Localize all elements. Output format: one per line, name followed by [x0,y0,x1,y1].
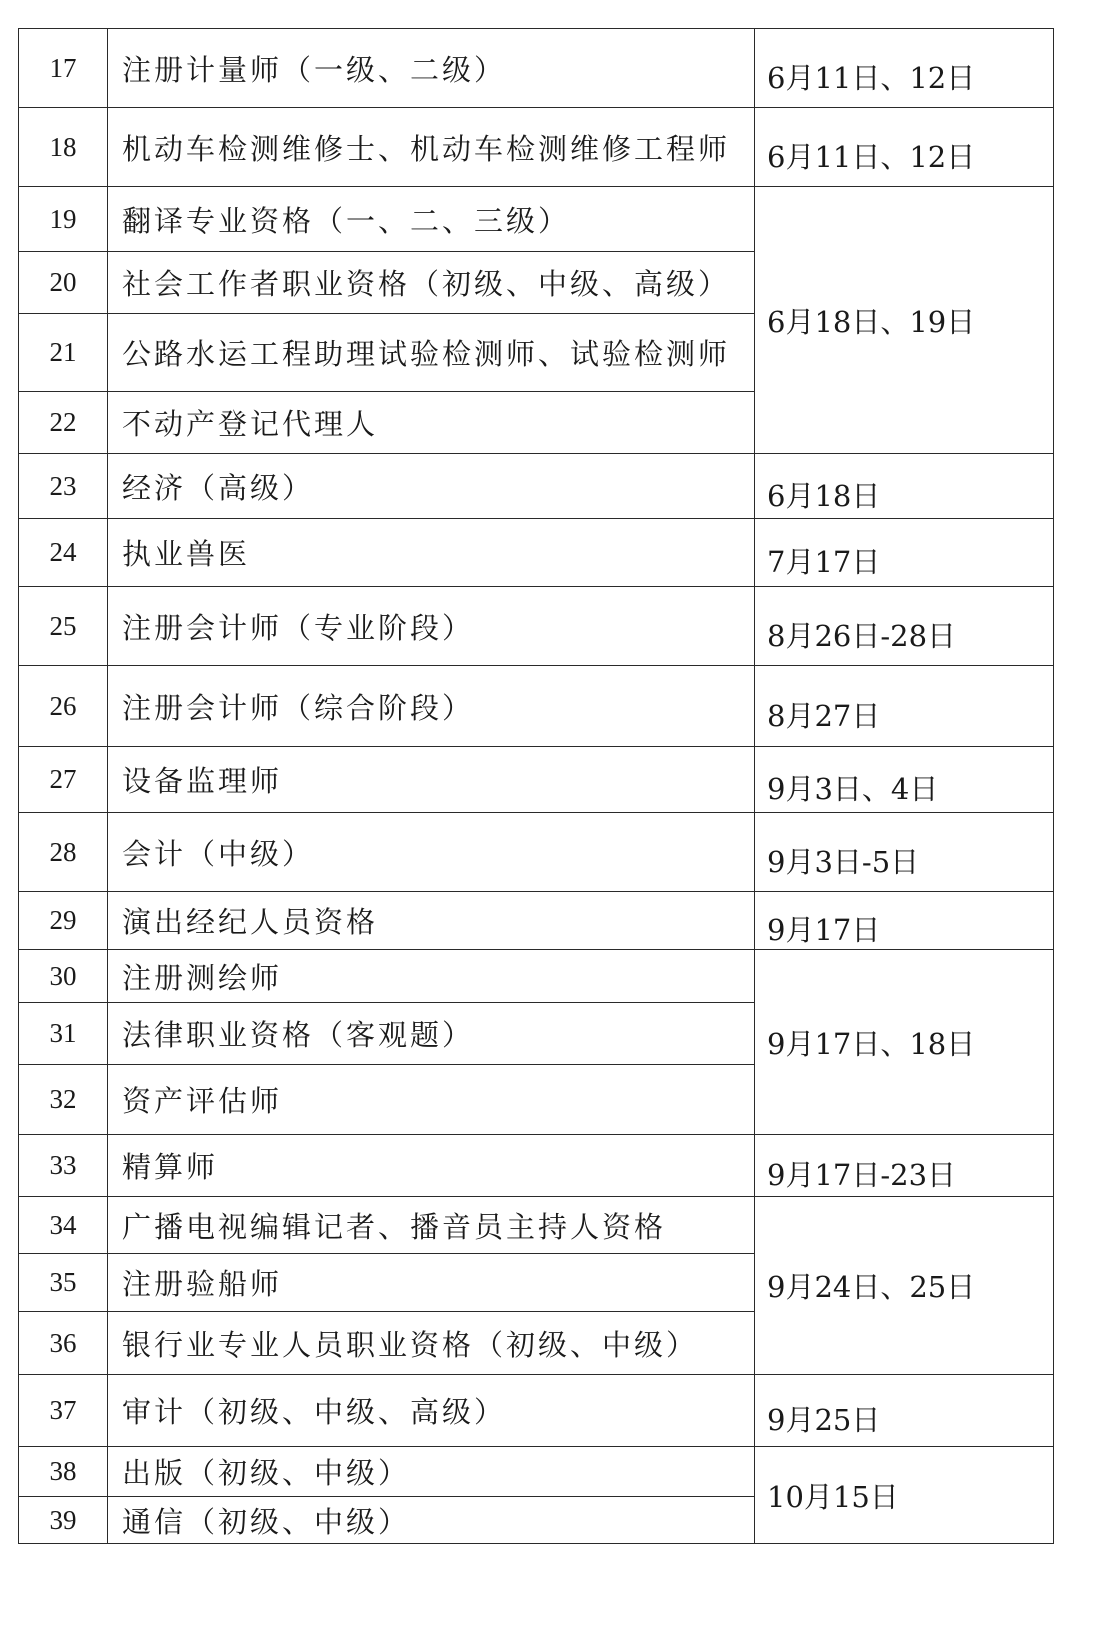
exam-date: 9月3日、4日 [755,747,1054,813]
exam-name: 审计（初级、中级、高级） [108,1375,755,1447]
exam-name: 法律职业资格（客观题） [108,1003,755,1065]
row-number: 35 [19,1254,108,1312]
row-number: 28 [19,813,108,892]
exam-date: 8月27日 [755,666,1054,747]
exam-name: 注册计量师（一级、二级） [108,29,755,108]
table-row [19,813,1054,892]
row-number: 38 [19,1447,108,1497]
row-number: 21 [19,314,108,392]
table-row [19,666,1054,747]
row-number: 30 [19,950,108,1003]
row-number: 23 [19,454,108,519]
row-number: 34 [19,1197,108,1254]
exam-name: 会计（中级） [108,813,755,892]
row-number: 26 [19,666,108,747]
table-row [19,747,1054,813]
exam-date: 9月25日 [755,1375,1054,1447]
row-number: 24 [19,519,108,587]
row-number: 17 [19,29,108,108]
exam-date: 6月18日、19日 [755,187,1054,454]
exam-name: 演出经纪人员资格 [108,892,755,950]
table-row [19,519,1054,587]
exam-name: 资产评估师 [108,1065,755,1135]
exam-name: 通信（初级、中级） [108,1497,755,1544]
row-number: 37 [19,1375,108,1447]
row-number: 31 [19,1003,108,1065]
exam-date: 9月17日、18日 [755,950,1054,1135]
table-row [19,1135,1054,1197]
exam-name: 社会工作者职业资格（初级、中级、高级） [108,252,755,314]
table-row [19,1375,1054,1447]
exam-date: 9月17日 [755,892,1054,950]
exam-date: 6月18日 [755,454,1054,519]
row-number: 29 [19,892,108,950]
table-row [19,29,1054,108]
row-number: 32 [19,1065,108,1135]
exam-name: 银行业专业人员职业资格（初级、中级） [108,1312,755,1375]
row-number: 39 [19,1497,108,1544]
exam-date: 6月11日、12日 [755,108,1054,187]
table-row [19,892,1054,950]
row-number: 19 [19,187,108,252]
table-row [19,187,1054,252]
exam-date: 6月11日、12日 [755,29,1054,108]
row-number: 33 [19,1135,108,1197]
exam-name: 出版（初级、中级） [108,1447,755,1497]
exam-name: 注册会计师（专业阶段） [108,587,755,666]
row-number: 36 [19,1312,108,1375]
exam-name: 机动车检测维修士、机动车检测维修工程师 [108,108,755,187]
exam-date: 7月17日 [755,519,1054,587]
row-number: 20 [19,252,108,314]
row-number: 18 [19,108,108,187]
row-number: 22 [19,392,108,454]
table-row [19,1197,1054,1254]
exam-date: 9月17日-23日 [755,1135,1054,1197]
exam-name: 注册验船师 [108,1254,755,1312]
table-row [19,587,1054,666]
exam-name: 注册测绘师 [108,950,755,1003]
exam-name: 广播电视编辑记者、播音员主持人资格 [108,1197,755,1254]
table-row [19,454,1054,519]
exam-name: 翻译专业资格（一、二、三级） [108,187,755,252]
exam-name: 执业兽医 [108,519,755,587]
row-number: 25 [19,587,108,666]
exam-name: 不动产登记代理人 [108,392,755,454]
exam-name: 精算师 [108,1135,755,1197]
table-row [19,950,1054,1003]
exam-date: 9月24日、25日 [755,1197,1054,1375]
exam-date: 10月15日 [755,1447,1054,1544]
exam-schedule-table [18,28,1054,1544]
exam-name: 经济（高级） [108,454,755,519]
exam-name: 设备监理师 [108,747,755,813]
exam-name: 注册会计师（综合阶段） [108,666,755,747]
row-number: 27 [19,747,108,813]
table-row [19,1447,1054,1497]
exam-name: 公路水运工程助理试验检测师、试验检测师 [108,314,755,392]
exam-date: 9月3日-5日 [755,813,1054,892]
exam-date: 8月26日-28日 [755,587,1054,666]
table-row [19,108,1054,187]
